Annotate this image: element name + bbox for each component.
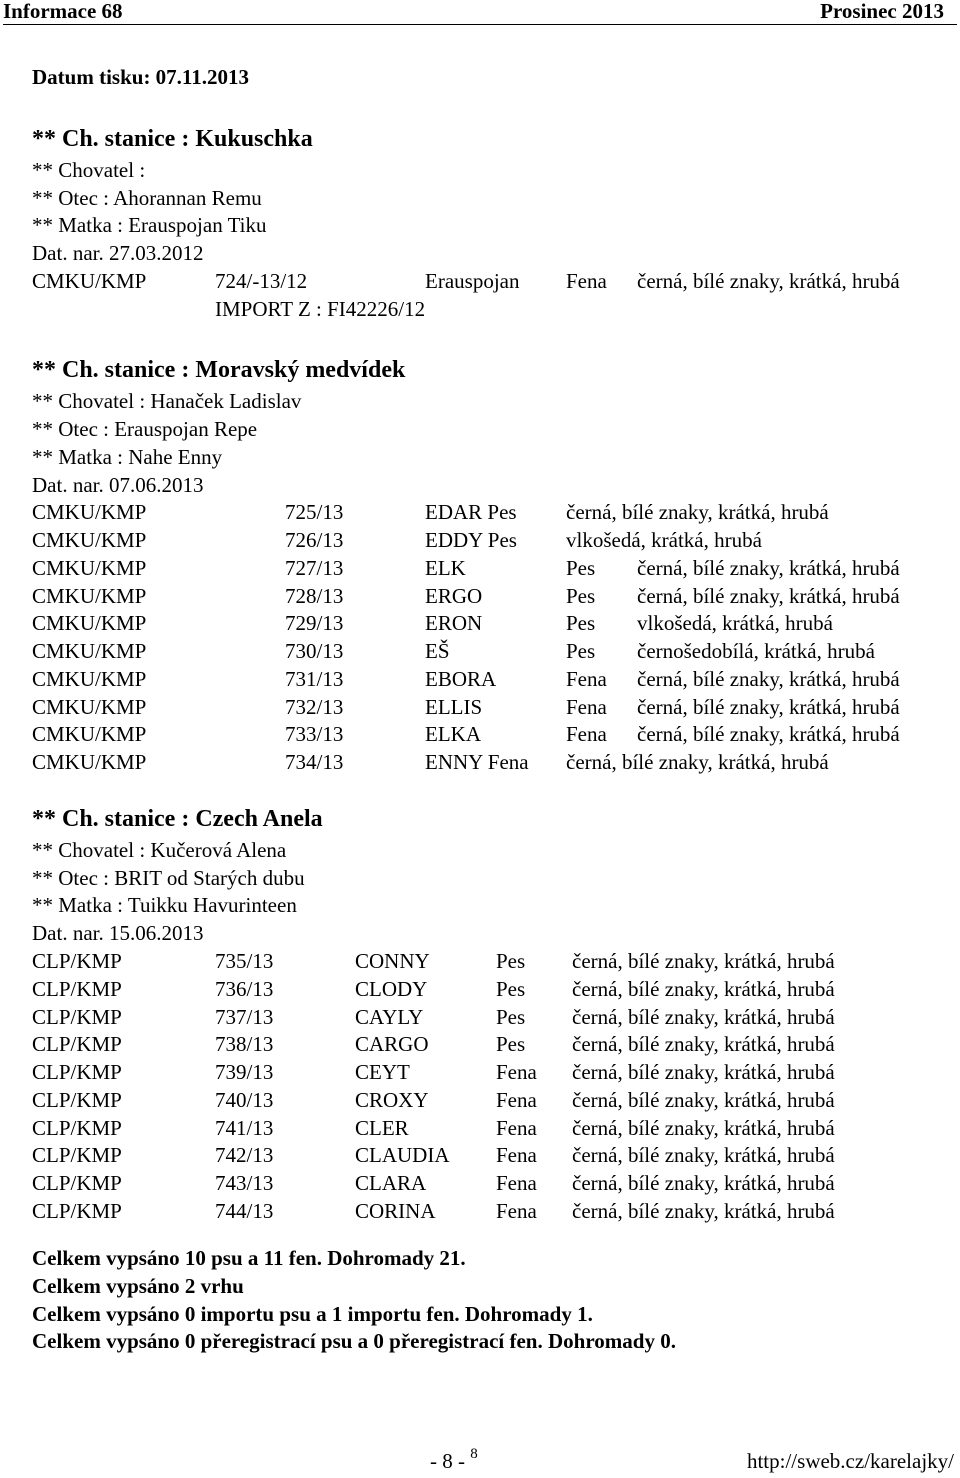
station-title: ** Ch. stanice : Kukuschka [32, 126, 313, 152]
sex-cell: Pes [566, 584, 596, 608]
sex-cell: Fena [566, 695, 607, 719]
station-birth-date: Dat. nar. 15.06.2013 [32, 921, 204, 945]
color-cell: černá, bílé znaky, krátká, hrubá [637, 695, 900, 719]
registry-cell: CMKU/KMP [32, 722, 147, 746]
sex-cell: Fena [496, 1171, 537, 1195]
registry-cell: CLP/KMP [32, 1032, 122, 1056]
name-cell: CARGO [355, 1032, 429, 1056]
footer-url[interactable]: http://sweb.cz/karelajky/ [746, 1449, 954, 1473]
color-cell: černá, bílé znaky, krátká, hrubá [572, 1143, 835, 1167]
color-cell: černá, bílé znaky, krátká, hrubá [637, 667, 900, 691]
number-cell: 741/13 [215, 1116, 274, 1140]
registry-cell: CMKU/KMP [32, 667, 147, 691]
sex-cell: Pes [496, 949, 526, 973]
station-breeder: ** Chovatel : Kučerová Alena [32, 838, 287, 862]
number-cell: 742/13 [215, 1143, 274, 1167]
color-cell: černošedobílá, krátká, hrubá [637, 639, 875, 663]
sex-cell: Pes [496, 1032, 526, 1056]
registry-cell: CLP/KMP [32, 1199, 122, 1223]
name-cell: ERGO [425, 584, 483, 608]
sex-cell: Pes [496, 1005, 526, 1029]
color-cell: černá, bílé znaky, krátká, hrubá [572, 949, 835, 973]
name-cell: CROXY [355, 1088, 429, 1112]
number-cell: 736/13 [215, 977, 274, 1001]
color-cell: černá, bílé znaky, krátká, hrubá [637, 556, 900, 580]
name-cell: ENNY Fena [425, 750, 529, 774]
name-cell: Erauspojan [425, 269, 520, 293]
sex-cell: Pes [566, 556, 596, 580]
number-cell: 724/-13/12 [215, 269, 308, 293]
name-cell: EŠ [425, 639, 450, 663]
number-cell: 739/13 [215, 1060, 274, 1084]
page-header [0, 0, 960, 24]
number-cell: 731/13 [285, 667, 344, 691]
station-title: ** Ch. stanice : Moravský medvídek [32, 357, 406, 383]
name-cell: CLAUDIA [355, 1143, 450, 1167]
number-cell: 740/13 [215, 1088, 274, 1112]
sex-cell: Pes [566, 611, 596, 635]
color-cell: černá, bílé znaky, krátká, hrubá [572, 1171, 835, 1195]
registry-cell: CLP/KMP [32, 1005, 122, 1029]
station-mother: ** Matka : Tuikku Havurinteen [32, 893, 297, 917]
color-cell: černá, bílé znaky, krátká, hrubá [572, 1088, 835, 1112]
summary-line: Celkem vypsáno 0 přeregistrací psu a 0 přeregistrací fen. Dohromady 0. [32, 1329, 676, 1353]
sex-cell: Fena [496, 1143, 537, 1167]
registry-cell: CMKU/KMP [32, 639, 147, 663]
registry-cell: CMKU/KMP [32, 611, 147, 635]
sex-cell: Pes [566, 639, 596, 663]
color-cell: černá, bílé znaky, krátká, hrubá [637, 722, 900, 746]
name-cell: CONNY [355, 949, 430, 973]
number-cell: 730/13 [285, 639, 344, 663]
color-cell: černá, bílé znaky, krátká, hrubá [572, 1060, 835, 1084]
name-cell: EBORA [425, 667, 497, 691]
color-cell: vlkošedá, krátká, hrubá [566, 528, 762, 552]
station-breeder: ** Chovatel : Hanaček Ladislav [32, 389, 302, 413]
station-mother: ** Matka : Nahe Enny [32, 445, 223, 469]
registry-cell: CMKU/KMP [32, 269, 147, 293]
sex-cell: Fena [566, 722, 607, 746]
name-cell: CAYLY [355, 1005, 424, 1029]
registry-cell: CMKU/KMP [32, 695, 147, 719]
color-cell: černá, bílé znaky, krátká, hrubá [572, 1005, 835, 1029]
name-cell: CORINA [355, 1199, 436, 1223]
name-cell: CLER [355, 1116, 409, 1140]
color-cell: černá, bílé znaky, krátká, hrubá [572, 1199, 835, 1223]
color-cell: černá, bílé znaky, krátká, hrubá [566, 500, 829, 524]
name-cell: EDDY Pes [425, 528, 517, 552]
sex-cell: Fena [496, 1116, 537, 1140]
registry-cell: CLP/KMP [32, 1088, 122, 1112]
color-cell: černá, bílé znaky, krátká, hrubá [637, 269, 900, 293]
registry-cell: CLP/KMP [32, 977, 122, 1001]
header-rule [3, 24, 957, 25]
number-cell: 743/13 [215, 1171, 274, 1195]
sex-cell: Pes [496, 977, 526, 1001]
registry-cell: CLP/KMP [32, 1171, 122, 1195]
name-cell: CLODY [355, 977, 428, 1001]
sex-cell: Fena [496, 1060, 537, 1084]
name-cell: CEYT [355, 1060, 410, 1084]
print-date: Datum tisku: 07.11.2013 [32, 65, 250, 89]
registry-cell: CLP/KMP [32, 1116, 122, 1140]
number-cell: 733/13 [285, 722, 344, 746]
station-father: ** Otec : BRIT od Starých dubu [32, 866, 305, 890]
sex-cell: Fena [496, 1199, 537, 1223]
page-number [430, 1448, 478, 1477]
registry-cell: CMKU/KMP [32, 500, 147, 524]
color-cell: černá, bílé znaky, krátká, hrubá [572, 1116, 835, 1140]
name-cell: ELK [425, 556, 466, 580]
name-cell: ERON [425, 611, 483, 635]
color-cell: černá, bílé znaky, krátká, hrubá [566, 750, 829, 774]
summary-line: Celkem vypsáno 0 importu psu a 1 importu fen. Dohromady 1. [32, 1302, 593, 1326]
import-note: IMPORT Z : FI42226/12 [215, 297, 426, 321]
page-number-text: - 8 - [430, 1449, 465, 1473]
number-cell: 726/13 [285, 528, 344, 552]
registry-cell: CMKU/KMP [32, 750, 147, 774]
number-cell: 738/13 [215, 1032, 274, 1056]
station-birth-date: Dat. nar. 07.06.2013 [32, 473, 204, 497]
registry-cell: CLP/KMP [32, 949, 122, 973]
color-cell: černá, bílé znaky, krátká, hrubá [572, 1032, 835, 1056]
color-cell: černá, bílé znaky, krátká, hrubá [572, 977, 835, 1001]
station-breeder: ** Chovatel : [32, 158, 146, 182]
name-cell: ELLIS [425, 695, 483, 719]
station-title: ** Ch. stanice : Czech Anela [32, 806, 323, 832]
station-mother: ** Matka : Erauspojan Tiku [32, 213, 267, 237]
registry-cell: CLP/KMP [32, 1143, 122, 1167]
page-number-superscript: 8 [470, 1446, 478, 1462]
number-cell: 732/13 [285, 695, 344, 719]
registry-cell: CMKU/KMP [32, 556, 147, 580]
name-cell: EDAR Pes [425, 500, 517, 524]
station-father: ** Otec : Erauspojan Repe [32, 417, 258, 441]
sex-cell: Fena [566, 269, 607, 293]
summary-line: Celkem vypsáno 10 psu a 11 fen. Dohromady 21. [32, 1246, 466, 1270]
number-cell: 744/13 [215, 1199, 274, 1223]
number-cell: 734/13 [285, 750, 344, 774]
station-birth-date: Dat. nar. 27.03.2012 [32, 241, 204, 265]
number-cell: 727/13 [285, 556, 344, 580]
number-cell: 729/13 [285, 611, 344, 635]
name-cell: CLARA [355, 1171, 427, 1195]
name-cell: ELKA [425, 722, 481, 746]
color-cell: vlkošedá, krátká, hrubá [637, 611, 833, 635]
summary-line: Celkem vypsáno 2 vrhu [32, 1274, 244, 1298]
number-cell: 728/13 [285, 584, 344, 608]
sex-cell: Fena [566, 667, 607, 691]
registry-cell: CMKU/KMP [32, 528, 147, 552]
registry-cell: CMKU/KMP [32, 584, 147, 608]
number-cell: 735/13 [215, 949, 274, 973]
registry-cell: CLP/KMP [32, 1060, 122, 1084]
sex-cell: Fena [496, 1088, 537, 1112]
station-father: ** Otec : Ahorannan Remu [32, 186, 262, 210]
color-cell: černá, bílé znaky, krátká, hrubá [637, 584, 900, 608]
number-cell: 737/13 [215, 1005, 274, 1029]
publication-title: Informace 68 [3, 0, 123, 23]
number-cell: 725/13 [285, 500, 344, 524]
issue-date: Prosinec 2013 [820, 0, 944, 23]
